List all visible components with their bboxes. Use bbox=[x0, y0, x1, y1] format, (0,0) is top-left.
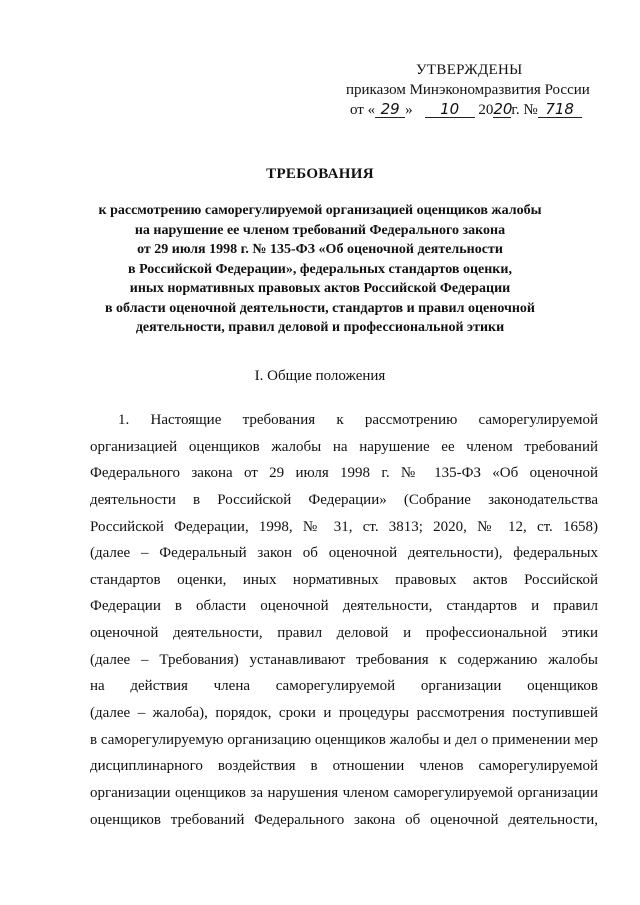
subtitle-line: в Российской Федерации», федеральных стандартов оценки, bbox=[128, 261, 512, 277]
subtitle-line: от 29 июля 1998 г. № 135-ФЗ «Об оценочной деятельности bbox=[137, 242, 503, 257]
body-line bbox=[90, 673, 598, 700]
body-line bbox=[90, 727, 598, 754]
body-line-text: (далее – жалоба), порядок, сроки и процедуры рассмотрения поступившей bbox=[90, 705, 598, 722]
subtitle-line: иных нормативных правовых актов Российской Федерации bbox=[129, 281, 511, 296]
document-title: ТРЕБОВАНИЯ bbox=[266, 166, 374, 182]
body-line-text: Федерального закона от 29 июля 1998 г. № 135-ФЗ «Об оценочной bbox=[90, 465, 598, 482]
body-line-text: дисциплинарного воздействия в отношении членов саморегулируемой bbox=[90, 758, 598, 775]
date-year-tail: г. № bbox=[511, 102, 538, 118]
body-line-text: в саморегулируемую организацию оценщиков жалобы и дел о применении мер bbox=[90, 731, 598, 748]
subtitle-line: на нарушение ее членом требований Федерального закона bbox=[134, 222, 506, 238]
order-date-line bbox=[340, 100, 610, 120]
body-line-text: (далее – Федеральный закон об оценочной деятельности), федеральных bbox=[90, 545, 598, 562]
body-line bbox=[90, 407, 598, 434]
body-line-text: 1. Настоящие требования к рассмотрению саморегулируемой bbox=[118, 412, 598, 428]
order-number-handwritten: 718 bbox=[538, 101, 582, 118]
body-line bbox=[90, 593, 598, 620]
body-line-text: оценщиков требований Федерального закона об оценочной деятельности, bbox=[90, 811, 598, 828]
date-year-handwritten: 20 bbox=[493, 100, 513, 118]
body-line bbox=[90, 487, 598, 514]
order-line: приказом Минэкономразвития России bbox=[346, 82, 590, 98]
body-line bbox=[90, 753, 598, 780]
date-mid: » bbox=[405, 102, 413, 118]
body-paragraph bbox=[90, 407, 598, 833]
body-line-text: Российской Федерации, 1998, № 31, ст. 3813; 2020, № 12, ст. 1658) bbox=[90, 518, 598, 535]
date-day-handwritten: 29 bbox=[375, 101, 405, 118]
body-line-text: деятельности в Российской Федерации» (Собрание законодательства bbox=[90, 491, 598, 508]
body-line bbox=[90, 780, 598, 807]
body-line-text: Федерации в области оценочной деятельности, стандартов и правил bbox=[90, 598, 598, 615]
body-line bbox=[90, 700, 598, 727]
body-line-text: организацией оценщиков жалобы на нарушение ее членом требований bbox=[90, 438, 598, 455]
date-year-prefix: 20 bbox=[478, 102, 494, 118]
body-line bbox=[90, 647, 598, 674]
subtitle-line: к рассмотрению саморегулируемой организацией оценщиков жалобы bbox=[98, 203, 542, 218]
approval-block bbox=[340, 60, 610, 120]
subtitle-line: в области оценочной деятельности, стандартов и правил оценочной bbox=[104, 300, 535, 316]
date-prefix: от « bbox=[350, 102, 376, 118]
body-line-text: стандартов оценки, иных нормативных правовых актов Российской bbox=[90, 571, 598, 588]
section-heading: I. Общие положения bbox=[254, 368, 386, 384]
body-line-text: оценочной деятельности, правил деловой и профессиональной этики bbox=[90, 625, 598, 642]
approved-label: УТВЕРЖДЕНЫ bbox=[416, 62, 523, 78]
body-line-text: организации оценщиков за нарушения членом саморегулируемой организации bbox=[90, 784, 598, 801]
document-subtitle bbox=[60, 201, 580, 338]
body-line bbox=[90, 567, 598, 594]
body-line bbox=[90, 807, 598, 834]
body-line bbox=[90, 434, 598, 461]
body-line bbox=[90, 514, 598, 541]
body-line bbox=[90, 540, 598, 567]
date-month-handwritten: 10 bbox=[425, 101, 475, 118]
body-line-text: на действия члена саморегулируемой организации оценщиков bbox=[90, 678, 598, 695]
body-line bbox=[90, 460, 598, 487]
subtitle-line: деятельности, правил деловой и профессиональной этики bbox=[135, 320, 505, 335]
body-line-text: (далее – Требования) устанавливают требования к содержанию жалобы bbox=[90, 651, 598, 668]
body-line bbox=[90, 620, 598, 647]
